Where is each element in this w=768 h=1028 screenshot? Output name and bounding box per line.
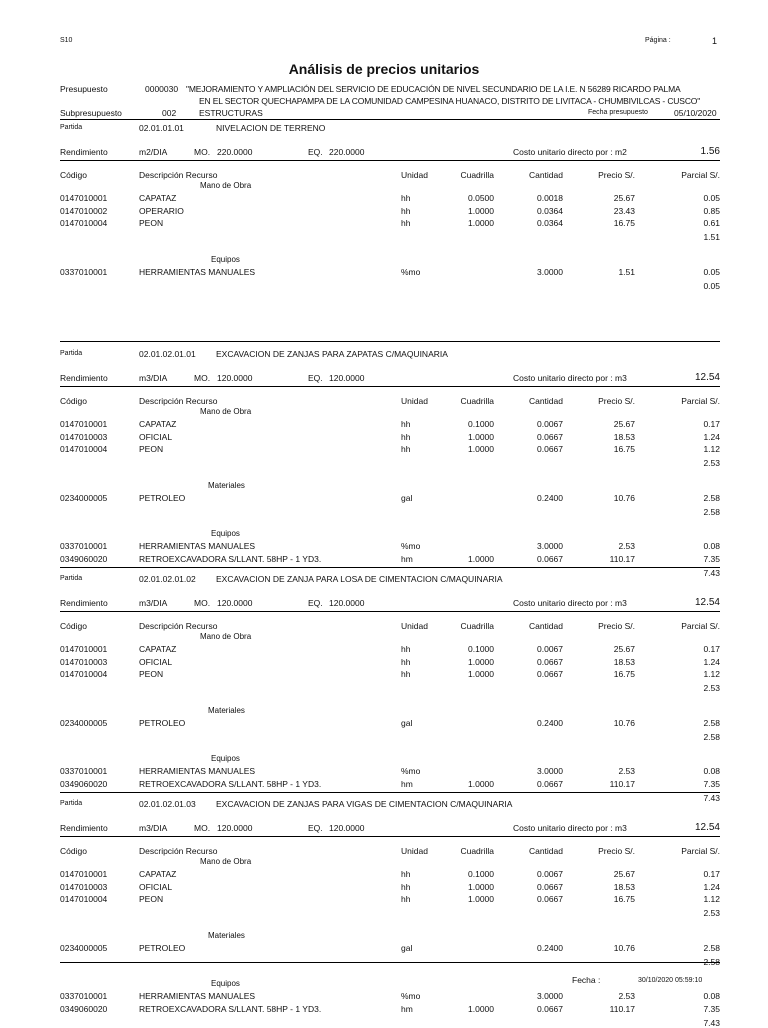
fecha-presupuesto-label: Fecha presupuesto (588, 109, 648, 116)
partida-block (0, 571, 768, 803)
item-parcial: 0.05 (703, 266, 720, 277)
item-description: OFICIAL (139, 656, 173, 667)
partida-name: EXCAVACION DE ZANJAS PARA VIGAS DE CIMENTACION C/MAQUINARIA (216, 799, 513, 809)
footer-divider (60, 962, 720, 963)
item-cantidad: 0.0667 (537, 444, 563, 455)
partida-end-divider (60, 341, 720, 342)
item-unit: hh (401, 669, 411, 680)
page-label: Página : (645, 37, 671, 44)
item-unit: hh (401, 431, 411, 442)
rendimiento-label: Rendimiento (60, 823, 108, 833)
item-description: PETROLEO (139, 492, 186, 503)
partida-code: 02.01.01.01 (139, 123, 184, 133)
item-unit: hh (401, 868, 411, 879)
table-row (0, 444, 768, 456)
item-unit: hh (401, 643, 411, 654)
item-precio: 25.67 (613, 192, 635, 203)
presupuesto-code: 0000030 (145, 84, 179, 94)
item-precio: 25.67 (613, 868, 635, 879)
item-parcial: 0.17 (703, 868, 720, 879)
item-cantidad: 3.0000 (537, 266, 563, 277)
table-row (0, 493, 768, 505)
group-subtotal: 2.58 (703, 731, 720, 742)
item-cantidad: 0.0667 (537, 554, 563, 564)
subpresupuesto-label: Subpresupuesto (60, 108, 122, 118)
col-header-cuadrilla: Cuadrilla (460, 396, 494, 406)
footer-fecha-value: 30/10/2020 05:59:10 (638, 977, 703, 984)
item-code: 0349060020 (60, 554, 108, 564)
item-code: 0147010004 (60, 669, 108, 680)
col-header-codigo: Código (60, 621, 87, 631)
col-header-codigo: Código (60, 846, 87, 856)
partida-name: EXCAVACION DE ZANJA PARA LOSA DE CIMENTACION C/MAQUINARIA (216, 574, 503, 584)
col-header-descripcion: Descripción Recurso (139, 396, 218, 406)
item-precio: 25.67 (613, 643, 635, 654)
mo-value: 220.0000 (217, 147, 253, 157)
eq-label: EQ. (308, 598, 323, 608)
item-precio: 18.53 (613, 656, 635, 667)
costo-unitario-label: Costo unitario directo por : m3 (513, 373, 627, 383)
item-code: 0147010003 (60, 656, 108, 667)
partida-label: Partida (60, 575, 83, 582)
group-subtotal: 2.53 (703, 683, 720, 694)
item-cantidad: 0.2400 (537, 942, 563, 953)
mo-value: 120.0000 (217, 823, 253, 833)
footer-fecha-label: Fecha : (572, 975, 601, 985)
col-header-precio: Precio S/. (598, 846, 635, 856)
item-cuadrilla: 1.0000 (468, 554, 494, 564)
table-row (0, 193, 768, 205)
group-title: Mano de Obra (200, 632, 252, 641)
table-row (0, 432, 768, 444)
group-title: Materiales (208, 706, 245, 715)
group-subtotal: 2.53 (703, 458, 720, 469)
subpresupuesto-name: ESTRUCTURAS (199, 108, 263, 118)
table-row (0, 419, 768, 431)
table-row (0, 869, 768, 881)
item-parcial: 1.12 (703, 669, 720, 680)
table-row (0, 882, 768, 894)
item-description: CAPATAZ (139, 192, 177, 203)
partida-block (0, 796, 768, 1028)
costo-unitario-value: 12.54 (694, 597, 720, 608)
presupuesto-name-line1: "MEJORAMIENTO Y AMPLIACIÓN DEL SERVICIO DE EDUCACIÓN DE NIVEL SECUNDARIO DE LA I.E. N 56289 RICARDO PALMA (186, 84, 681, 94)
item-code: 0147010003 (60, 431, 108, 442)
item-cantidad: 0.0364 (537, 205, 563, 216)
partida-end-divider (60, 792, 720, 793)
item-cantidad: 0.2400 (537, 492, 563, 503)
item-parcial: 0.17 (703, 643, 720, 654)
partida-label: Partida (60, 800, 83, 807)
item-description: RETROEXCAVADORA S/LLANT. 58HP - 1 YD3. (139, 1004, 322, 1014)
item-description: RETROEXCAVADORA S/LLANT. 58HP - 1 YD3. (139, 779, 322, 789)
table-row (0, 644, 768, 656)
eq-label: EQ. (308, 823, 323, 833)
item-cantidad: 0.0067 (537, 643, 563, 654)
item-description: PETROLEO (139, 942, 186, 953)
subpresupuesto-code: 002 (162, 108, 177, 118)
item-code: 0337010001 (60, 991, 108, 1002)
item-code: 0147010001 (60, 192, 108, 203)
item-parcial: 2.58 (703, 717, 720, 728)
item-unit: gal (401, 492, 413, 503)
rendimiento-unit: m2/DIA (139, 147, 168, 157)
col-header-parcial: Parcial S/. (681, 621, 720, 631)
group-title: Equipos (211, 979, 240, 989)
item-parcial: 0.08 (703, 541, 720, 552)
item-unit: hh (401, 218, 411, 229)
item-code: 0147010004 (60, 894, 108, 905)
item-precio: 16.75 (613, 894, 635, 905)
item-unit: hh (401, 192, 411, 203)
table-row (0, 894, 768, 906)
group-subtotal: 2.53 (703, 908, 720, 919)
item-unit: hh (401, 656, 411, 667)
costo-unitario-label: Costo unitario directo por : m2 (513, 147, 627, 157)
item-parcial: 0.17 (703, 418, 720, 429)
item-description: PEON (139, 444, 164, 455)
table-row (0, 669, 768, 681)
item-code: 0147010002 (60, 205, 108, 216)
item-cuadrilla: 0.1000 (468, 643, 494, 654)
item-precio: 110.17 (609, 1004, 635, 1014)
col-header-parcial: Parcial S/. (681, 846, 720, 856)
partida-divider (60, 611, 720, 612)
item-unit: hh (401, 205, 411, 216)
col-header-parcial: Parcial S/. (681, 396, 720, 406)
item-cantidad: 3.0000 (537, 541, 563, 552)
item-unit: hm (401, 779, 413, 789)
item-unit: gal (401, 942, 413, 953)
item-unit: %mo (401, 541, 421, 552)
item-unit: hh (401, 418, 411, 429)
item-cantidad: 0.0667 (537, 431, 563, 442)
col-header-cuadrilla: Cuadrilla (460, 846, 494, 856)
group-subtotal: 2.58 (703, 956, 720, 967)
item-cuadrilla: 1.0000 (468, 669, 494, 680)
costo-unitario-label: Costo unitario directo por : m3 (513, 598, 627, 608)
item-description: PEON (139, 669, 164, 680)
partida-code: 02.01.02.01.03 (139, 799, 196, 809)
mo-label: MO. (194, 373, 211, 383)
col-header-precio: Precio S/. (598, 170, 635, 180)
group-subtotal: 7.43 (703, 792, 720, 803)
mo-label: MO. (194, 823, 211, 833)
group-title: Mano de Obra (200, 407, 252, 416)
item-parcial: 1.24 (703, 881, 720, 892)
item-code: 0234000005 (60, 717, 108, 728)
col-header-precio: Precio S/. (598, 621, 635, 631)
rendimiento-unit: m3/DIA (139, 373, 168, 383)
rendimiento-label: Rendimiento (60, 147, 108, 157)
eq-label: EQ. (308, 373, 323, 383)
table-row (0, 206, 768, 218)
item-precio: 1.51 (618, 266, 635, 277)
partida-divider (60, 160, 720, 161)
fecha-presupuesto: 05/10/2020 (674, 108, 717, 118)
item-description: PEON (139, 218, 164, 229)
item-unit: hm (401, 554, 413, 564)
col-header-descripcion: Descripción Recurso (139, 170, 218, 180)
table-row (0, 267, 768, 279)
report-code: S10 (60, 37, 73, 44)
item-unit: hh (401, 444, 411, 455)
item-cuadrilla: 1.0000 (468, 431, 494, 442)
col-header-cantidad: Cantidad (528, 846, 563, 856)
group-title: Equipos (211, 529, 240, 539)
eq-value: 120.0000 (329, 373, 365, 383)
costo-unitario-value: 12.54 (694, 822, 720, 833)
item-description: CAPATAZ (139, 868, 177, 879)
table-row (0, 1004, 768, 1016)
item-parcial: 0.08 (703, 991, 720, 1002)
item-parcial: 0.85 (703, 205, 720, 216)
col-header-descripcion: Descripción Recurso (139, 846, 218, 856)
page-number: 1 (712, 36, 718, 46)
group-title: Mano de Obra (200, 181, 252, 190)
item-description: OFICIAL (139, 881, 173, 892)
item-precio: 110.17 (609, 554, 635, 564)
partida-end-divider (60, 567, 720, 568)
col-header-cantidad: Cantidad (528, 621, 563, 631)
costo-unitario-label: Costo unitario directo por : m3 (513, 823, 627, 833)
item-cuadrilla: 1.0000 (468, 444, 494, 455)
item-unit: hh (401, 894, 411, 905)
item-cuadrilla: 0.1000 (468, 418, 494, 429)
partida-code: 02.01.02.01.02 (139, 574, 196, 584)
group-title: Equipos (211, 255, 240, 264)
partida-label: Partida (60, 124, 83, 131)
item-precio: 18.53 (613, 881, 635, 892)
item-code: 0147010004 (60, 444, 108, 455)
item-cuadrilla: 1.0000 (468, 218, 494, 229)
group-title: Materiales (208, 481, 245, 490)
item-parcial: 1.24 (703, 431, 720, 442)
group-subtotal: 1.51 (703, 232, 720, 243)
item-unit: hm (401, 1004, 413, 1014)
item-code: 0337010001 (60, 266, 108, 277)
item-cantidad: 0.0067 (537, 868, 563, 879)
item-code: 0147010001 (60, 643, 108, 654)
item-cantidad: 0.0067 (537, 418, 563, 429)
item-precio: 25.67 (613, 418, 635, 429)
col-header-cuadrilla: Cuadrilla (460, 621, 494, 631)
item-cuadrilla: 1.0000 (468, 894, 494, 905)
mo-value: 120.0000 (217, 373, 253, 383)
page-title: Análisis de precios unitarios (288, 61, 480, 77)
item-description: PETROLEO (139, 717, 186, 728)
group-subtotal: 7.43 (703, 1017, 720, 1028)
item-parcial: 1.12 (703, 894, 720, 905)
costo-unitario-value: 12.54 (694, 372, 720, 383)
mo-label: MO. (194, 598, 211, 608)
item-unit: %mo (401, 991, 421, 1002)
item-cantidad: 0.0667 (537, 656, 563, 667)
item-parcial: 7.35 (703, 779, 720, 789)
item-precio: 2.53 (618, 541, 635, 552)
table-row (0, 657, 768, 669)
item-cuadrilla: 1.0000 (468, 779, 494, 789)
item-cantidad: 0.0364 (537, 218, 563, 229)
col-header-codigo: Código (60, 170, 87, 180)
item-parcial: 0.61 (703, 218, 720, 229)
item-description: PEON (139, 894, 164, 905)
item-precio: 16.75 (613, 218, 635, 229)
col-header-cantidad: Cantidad (528, 170, 563, 180)
group-title: Materiales (208, 931, 245, 940)
partida-name: NIVELACION DE TERRENO (216, 123, 326, 133)
group-subtotal: 0.05 (703, 280, 720, 291)
item-precio: 110.17 (609, 779, 635, 789)
rendimiento-unit: m3/DIA (139, 598, 168, 608)
item-description: CAPATAZ (139, 643, 177, 654)
item-unit: hh (401, 881, 411, 892)
item-cuadrilla: 0.0500 (468, 192, 494, 203)
item-parcial: 2.58 (703, 942, 720, 953)
table-row (0, 218, 768, 230)
item-cantidad: 0.2400 (537, 717, 563, 728)
table-row (0, 779, 768, 791)
col-header-unidad: Unidad (401, 621, 428, 631)
group-title: Mano de Obra (200, 857, 252, 866)
rendimiento-label: Rendimiento (60, 373, 108, 383)
partida-block (0, 346, 768, 578)
col-header-cuadrilla: Cuadrilla (460, 170, 494, 180)
item-unit: %mo (401, 766, 421, 777)
item-code: 0349060020 (60, 779, 108, 789)
item-cuadrilla: 0.1000 (468, 868, 494, 879)
col-header-parcial: Parcial S/. (681, 170, 720, 180)
item-parcial: 2.58 (703, 492, 720, 503)
item-parcial: 0.05 (703, 192, 720, 203)
col-header-descripcion: Descripción Recurso (139, 621, 218, 631)
partida-divider (60, 386, 720, 387)
item-cantidad: 0.0667 (537, 669, 563, 680)
item-description: HERRAMIENTAS MANUALES (139, 766, 256, 777)
partida-label: Partida (60, 350, 83, 357)
table-row (0, 991, 768, 1003)
item-cantidad: 3.0000 (537, 766, 563, 777)
item-precio: 16.75 (613, 669, 635, 680)
item-precio: 10.76 (613, 942, 635, 953)
eq-value: 220.0000 (329, 147, 365, 157)
item-parcial: 7.35 (703, 1004, 720, 1014)
item-precio: 10.76 (613, 717, 635, 728)
group-subtotal: 7.43 (703, 567, 720, 578)
col-header-cantidad: Cantidad (528, 396, 563, 406)
group-title: Equipos (211, 754, 240, 764)
item-code: 0349060020 (60, 1004, 108, 1014)
table-row (0, 541, 768, 553)
item-code: 0234000005 (60, 492, 108, 503)
item-description: RETROEXCAVADORA S/LLANT. 58HP - 1 YD3. (139, 554, 322, 564)
item-unit: %mo (401, 266, 421, 277)
eq-value: 120.0000 (329, 823, 365, 833)
partida-divider (60, 836, 720, 837)
item-cantidad: 0.0667 (537, 894, 563, 905)
rendimiento-unit: m3/DIA (139, 823, 168, 833)
item-precio: 2.53 (618, 766, 635, 777)
item-description: OPERARIO (139, 205, 184, 216)
item-cuadrilla: 1.0000 (468, 656, 494, 667)
item-parcial: 7.35 (703, 554, 720, 564)
presupuesto-name-line2: EN EL SECTOR QUECHAPAMPA DE LA COMUNIDAD CAMPESINA HUANACO, DISTRITO DE LIVITACA - CHUMBIVILCAS - CUSCO" (199, 96, 701, 106)
item-code: 0147010004 (60, 218, 108, 229)
item-code: 0147010003 (60, 881, 108, 892)
partida-code: 02.01.02.01.01 (139, 349, 196, 359)
presupuesto-label: Presupuesto (60, 84, 108, 94)
item-precio: 18.53 (613, 431, 635, 442)
item-description: HERRAMIENTAS MANUALES (139, 541, 256, 552)
mo-value: 120.0000 (217, 598, 253, 608)
col-header-unidad: Unidad (401, 846, 428, 856)
item-cantidad: 3.0000 (537, 991, 563, 1002)
col-header-unidad: Unidad (401, 170, 428, 180)
group-subtotal: 2.58 (703, 506, 720, 517)
item-code: 0147010001 (60, 868, 108, 879)
table-row (0, 766, 768, 778)
col-header-precio: Precio S/. (598, 396, 635, 406)
item-code: 0337010001 (60, 541, 108, 552)
item-description: HERRAMIENTAS MANUALES (139, 991, 256, 1002)
col-header-unidad: Unidad (401, 396, 428, 406)
item-cantidad: 0.0667 (537, 779, 563, 789)
col-header-codigo: Código (60, 396, 87, 406)
mo-label: MO. (194, 147, 211, 157)
rendimiento-label: Rendimiento (60, 598, 108, 608)
table-row (0, 718, 768, 730)
item-precio: 2.53 (618, 991, 635, 1002)
item-code: 0337010001 (60, 766, 108, 777)
item-parcial: 0.08 (703, 766, 720, 777)
table-row (0, 554, 768, 566)
item-description: HERRAMIENTAS MANUALES (139, 266, 256, 277)
table-row (0, 943, 768, 955)
partida-name: EXCAVACION DE ZANJAS PARA ZAPATAS C/MAQUINARIA (216, 349, 448, 359)
costo-unitario-value: 1.56 (700, 146, 720, 157)
item-unit: gal (401, 717, 413, 728)
item-cuadrilla: 1.0000 (468, 881, 494, 892)
item-parcial: 1.24 (703, 656, 720, 667)
item-cuadrilla: 1.0000 (468, 1004, 494, 1014)
item-cuadrilla: 1.0000 (468, 205, 494, 216)
item-description: CAPATAZ (139, 418, 177, 429)
eq-value: 120.0000 (329, 598, 365, 608)
item-parcial: 1.12 (703, 444, 720, 455)
eq-label: EQ. (308, 147, 323, 157)
item-cantidad: 0.0667 (537, 1004, 563, 1014)
item-cantidad: 0.0018 (537, 192, 563, 203)
item-precio: 10.76 (613, 492, 635, 503)
item-cantidad: 0.0667 (537, 881, 563, 892)
item-code: 0147010001 (60, 418, 108, 429)
item-description: OFICIAL (139, 431, 173, 442)
item-precio: 16.75 (613, 444, 635, 455)
item-precio: 23.43 (613, 205, 635, 216)
item-code: 0234000005 (60, 942, 108, 953)
partida-block (0, 120, 768, 345)
